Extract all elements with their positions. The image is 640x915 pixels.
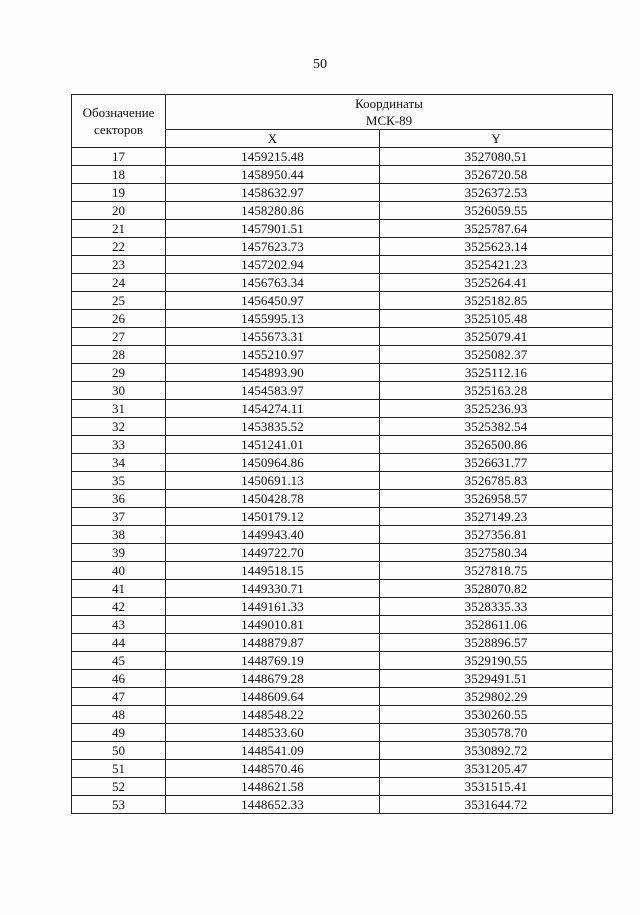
y-coordinate-cell: 3525264.41 — [380, 274, 613, 292]
x-coordinate-cell: 1449010.81 — [166, 616, 380, 634]
sector-cell: 20 — [72, 202, 166, 220]
table-row — [72, 796, 613, 814]
x-coordinate-cell: 1454274.11 — [166, 400, 380, 418]
sector-cell: 23 — [72, 256, 166, 274]
table-row — [72, 544, 613, 562]
table-row — [72, 184, 613, 202]
sector-cell: 18 — [72, 166, 166, 184]
table-row — [72, 346, 613, 364]
x-coordinate-cell: 1448609.64 — [166, 688, 380, 706]
table-row — [72, 436, 613, 454]
x-coordinate-cell: 1454893.90 — [166, 364, 380, 382]
table-row — [72, 652, 613, 670]
sector-cell: 33 — [72, 436, 166, 454]
x-coordinate-cell: 1458280.86 — [166, 202, 380, 220]
sector-cell: 38 — [72, 526, 166, 544]
x-coordinate-cell: 1448769.19 — [166, 652, 380, 670]
table-row — [72, 238, 613, 256]
y-coordinate-cell: 3526631.77 — [380, 454, 613, 472]
table-row — [72, 148, 613, 166]
coordinate-system-label: МСК-89 — [365, 113, 413, 128]
y-coordinate-cell: 3527356.81 — [380, 526, 613, 544]
table-row — [72, 760, 613, 778]
x-coordinate-cell: 1451241.01 — [166, 436, 380, 454]
sector-cell: 45 — [72, 652, 166, 670]
x-coordinate-cell: 1457202.94 — [166, 256, 380, 274]
sector-column-header: Обозначение секторов — [72, 95, 166, 148]
table-row — [72, 220, 613, 238]
sector-cell: 30 — [72, 382, 166, 400]
y-coordinate-cell: 3527080.51 — [380, 148, 613, 166]
sector-cell: 32 — [72, 418, 166, 436]
x-coordinate-cell: 1448679.28 — [166, 670, 380, 688]
y-coordinate-cell: 3525105.48 — [380, 310, 613, 328]
y-coordinate-cell: 3531644.72 — [380, 796, 613, 814]
table-row — [72, 328, 613, 346]
sector-cell: 28 — [72, 346, 166, 364]
y-coordinate-cell: 3525236.93 — [380, 400, 613, 418]
sector-cell: 22 — [72, 238, 166, 256]
y-coordinate-cell: 3525182.85 — [380, 292, 613, 310]
x-column-header: X — [166, 130, 380, 148]
sector-cell: 34 — [72, 454, 166, 472]
table-row — [72, 688, 613, 706]
sector-cell: 31 — [72, 400, 166, 418]
table-row — [72, 256, 613, 274]
sector-cell: 48 — [72, 706, 166, 724]
sector-cell: 17 — [72, 148, 166, 166]
y-coordinate-cell: 3528896.57 — [380, 634, 613, 652]
x-coordinate-cell: 1449722.70 — [166, 544, 380, 562]
table-row — [72, 166, 613, 184]
y-coordinate-cell: 3525623.14 — [380, 238, 613, 256]
x-coordinate-cell: 1449330.71 — [166, 580, 380, 598]
table-row — [72, 670, 613, 688]
sector-cell: 35 — [72, 472, 166, 490]
x-coordinate-cell: 1450964.86 — [166, 454, 380, 472]
sector-cell: 36 — [72, 490, 166, 508]
table-row — [72, 274, 613, 292]
header-row — [72, 95, 613, 130]
table-row — [72, 580, 613, 598]
y-coordinate-cell: 3525421.23 — [380, 256, 613, 274]
sector-cell: 39 — [72, 544, 166, 562]
table-row — [72, 634, 613, 652]
sector-cell: 52 — [72, 778, 166, 796]
table-row — [72, 490, 613, 508]
sector-cell: 29 — [72, 364, 166, 382]
table-row — [72, 724, 613, 742]
x-coordinate-cell: 1448548.22 — [166, 706, 380, 724]
x-coordinate-cell: 1456450.97 — [166, 292, 380, 310]
coordinates-column-header — [166, 95, 613, 130]
y-coordinate-cell: 3526059.55 — [380, 202, 613, 220]
x-coordinate-cell: 1459215.48 — [166, 148, 380, 166]
x-coordinate-cell: 1458632.97 — [166, 184, 380, 202]
y-coordinate-cell: 3525163.28 — [380, 382, 613, 400]
table-row — [72, 364, 613, 382]
x-coordinate-cell: 1453835.52 — [166, 418, 380, 436]
y-coordinate-cell: 3526958.57 — [380, 490, 613, 508]
sector-cell: 51 — [72, 760, 166, 778]
table-row — [72, 742, 613, 760]
page-number: 50 — [313, 57, 327, 72]
x-coordinate-cell: 1448652.33 — [166, 796, 380, 814]
x-coordinate-cell: 1457623.73 — [166, 238, 380, 256]
sector-cell: 49 — [72, 724, 166, 742]
table-row — [72, 778, 613, 796]
x-coordinate-cell: 1450179.12 — [166, 508, 380, 526]
x-coordinate-cell: 1449161.33 — [166, 598, 380, 616]
y-coordinate-cell: 3527580.34 — [380, 544, 613, 562]
x-coordinate-cell: 1449518.15 — [166, 562, 380, 580]
x-coordinate-cell: 1455995.13 — [166, 310, 380, 328]
y-coordinate-cell: 3530260.55 — [380, 706, 613, 724]
sector-cell: 26 — [72, 310, 166, 328]
table-row — [72, 562, 613, 580]
x-coordinate-cell: 1456763.34 — [166, 274, 380, 292]
table-body — [72, 148, 613, 814]
table-row — [72, 508, 613, 526]
sector-cell: 37 — [72, 508, 166, 526]
table-row — [72, 382, 613, 400]
sector-cell: 47 — [72, 688, 166, 706]
x-coordinate-cell: 1458950.44 — [166, 166, 380, 184]
sector-cell: 43 — [72, 616, 166, 634]
sector-cell: 24 — [72, 274, 166, 292]
y-coordinate-cell: 3526372.53 — [380, 184, 613, 202]
table-row — [72, 526, 613, 544]
y-coordinate-cell: 3525079.41 — [380, 328, 613, 346]
x-coordinate-cell: 1455210.97 — [166, 346, 380, 364]
y-coordinate-cell: 3526500.86 — [380, 436, 613, 454]
coordinates-table — [71, 94, 613, 814]
coordinates-title: Координаты — [355, 96, 423, 111]
sector-cell: 40 — [72, 562, 166, 580]
sector-cell: 53 — [72, 796, 166, 814]
y-coordinate-cell: 3530892.72 — [380, 742, 613, 760]
y-coordinate-cell: 3530578.70 — [380, 724, 613, 742]
y-coordinate-cell: 3531205.47 — [380, 760, 613, 778]
x-coordinate-cell: 1450428.78 — [166, 490, 380, 508]
table-row — [72, 202, 613, 220]
y-column-header: Y — [380, 130, 613, 148]
y-coordinate-cell: 3528070.82 — [380, 580, 613, 598]
table-row — [72, 292, 613, 310]
x-coordinate-cell: 1449943.40 — [166, 526, 380, 544]
y-coordinate-cell: 3525082.37 — [380, 346, 613, 364]
sector-cell: 19 — [72, 184, 166, 202]
sector-cell: 25 — [72, 292, 166, 310]
table-row — [72, 418, 613, 436]
y-coordinate-cell: 3526720.58 — [380, 166, 613, 184]
sector-cell: 21 — [72, 220, 166, 238]
sector-cell: 41 — [72, 580, 166, 598]
sector-cell: 50 — [72, 742, 166, 760]
y-coordinate-cell: 3525382.54 — [380, 418, 613, 436]
y-coordinate-cell: 3525112.16 — [380, 364, 613, 382]
table-row — [72, 616, 613, 634]
y-coordinate-cell: 3527149.23 — [380, 508, 613, 526]
x-coordinate-cell: 1457901.51 — [166, 220, 380, 238]
sector-cell: 42 — [72, 598, 166, 616]
x-coordinate-cell: 1455673.31 — [166, 328, 380, 346]
y-coordinate-cell: 3526785.83 — [380, 472, 613, 490]
x-coordinate-cell: 1448533.60 — [166, 724, 380, 742]
x-coordinate-cell: 1454583.97 — [166, 382, 380, 400]
table-row — [72, 598, 613, 616]
y-coordinate-cell: 3528611.06 — [380, 616, 613, 634]
sector-cell: 44 — [72, 634, 166, 652]
table-row — [72, 310, 613, 328]
sector-cell: 46 — [72, 670, 166, 688]
y-coordinate-cell: 3531515.41 — [380, 778, 613, 796]
x-coordinate-cell: 1448879.87 — [166, 634, 380, 652]
table-row — [72, 454, 613, 472]
table-row — [72, 472, 613, 490]
x-coordinate-cell: 1448541.09 — [166, 742, 380, 760]
y-coordinate-cell: 3529190.55 — [380, 652, 613, 670]
y-coordinate-cell: 3529802.29 — [380, 688, 613, 706]
y-coordinate-cell: 3528335.33 — [380, 598, 613, 616]
table-row — [72, 706, 613, 724]
x-coordinate-cell: 1448621.58 — [166, 778, 380, 796]
y-coordinate-cell: 3527818.75 — [380, 562, 613, 580]
x-coordinate-cell: 1450691.13 — [166, 472, 380, 490]
y-coordinate-cell: 3529491.51 — [380, 670, 613, 688]
sector-cell: 27 — [72, 328, 166, 346]
x-coordinate-cell: 1448570.46 — [166, 760, 380, 778]
y-coordinate-cell: 3525787.64 — [380, 220, 613, 238]
table-row — [72, 400, 613, 418]
